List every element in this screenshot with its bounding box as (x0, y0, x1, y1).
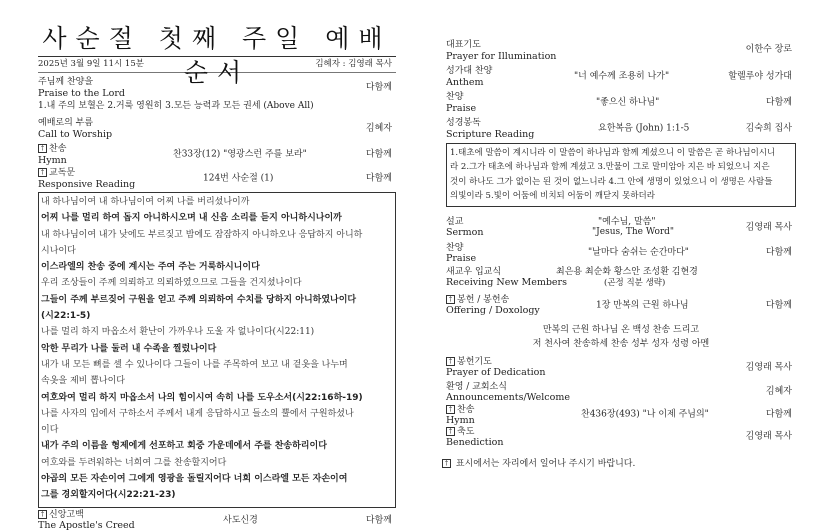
praise3-kr: 찬양 (446, 242, 464, 253)
responsive-kr: 교독문 (49, 168, 76, 178)
hymn-item (38, 144, 396, 166)
announcements-item (446, 382, 796, 402)
responsive-line: 여호와를 두려워하는 너희여 그를 찬송할지어다 (41, 457, 227, 468)
responsive-line: 악한 무리가 나를 둘러 내 수족을 찔렀나이다 (41, 343, 217, 354)
standing-footnote (442, 459, 635, 470)
announce-en: Announcements/Welcome (446, 392, 570, 404)
announce-kr: 환영 / 교회소식 (446, 381, 507, 392)
stand-icon: † (446, 427, 455, 436)
responsive-line: 우리 조상들이 주께 의뢰하고 의뢰하였으므로 그들을 건지셨나이다 (41, 278, 302, 289)
praise-item-2 (446, 92, 796, 114)
praise-leader: 다함께 (365, 82, 392, 93)
illumination-item (446, 40, 796, 60)
stand-icon: † (38, 510, 47, 519)
hymn-leader: 다함께 (365, 149, 392, 160)
illumination-en: Prayer for Illumination (446, 50, 557, 62)
praise3-leader: 다함께 (765, 247, 792, 258)
sermon-en: Sermon (446, 227, 484, 239)
responsive-line: 여호와여 멀리 하지 마옵소서 나의 힘이시여 속히 나를 도우소서(시22:16하-19) (41, 392, 363, 403)
praise-item (38, 77, 396, 99)
scripture-ref: 요한복음 (John) 1:1-5 (598, 123, 690, 134)
responsive-line: 속옷을 제비 뽑나이다 (41, 376, 125, 387)
hymn-kr: 찬송 (49, 144, 67, 154)
scripture-line: 의빛이라 5.빛이 어둠에 비치되 어둠이 깨닫지 못하더라 (450, 191, 655, 202)
dedication-kr: 봉헌기도 (457, 356, 492, 367)
benediction-en: Benediction (446, 437, 504, 449)
hymn2-en: Hymn (446, 415, 475, 427)
responsive-line: 시나이다 (41, 245, 76, 256)
call-kr: 예배로의 부름 (38, 118, 94, 128)
anthem-title: "너 예수께 조용히 나가" (574, 71, 670, 82)
responsive-line: 내가 내 모든 뼈를 셀 수 있나이다 그들이 나를 주목하여 보고 내 겉옷을 나누며 (41, 359, 348, 370)
offering-leader: 다함께 (765, 300, 792, 311)
hymn2-title: 찬436장(493) "나 이제 주님의" (581, 409, 709, 420)
left-column (38, 22, 396, 532)
offering-item (446, 295, 796, 317)
preacher-info: 김혜자 : 김영래 목사 (315, 59, 392, 69)
doxology-lyrics (446, 323, 796, 351)
responsive-leader: 다함께 (365, 173, 392, 184)
hymn2-item (446, 405, 796, 425)
responsive-line: 이스라엘의 찬송 중에 계시는 주여 주는 거룩하시니이다 (41, 262, 260, 273)
responsive-line: 야곱의 모든 자손이여 그에게 영광을 돌릴지어다 너희 이스라엘 모든 자손이여 (41, 474, 348, 485)
responsive-line: 그를 경외할지어다(시22:21-23) (41, 490, 176, 501)
service-date: 2025년 3월 9일 11시 15분 (38, 59, 144, 69)
page-title: 사순절 첫째 주일 예배 순서 (42, 24, 392, 87)
sermon-preacher: 김영래 목사 (745, 222, 792, 233)
call-en: Call to Worship (38, 128, 113, 140)
praise2-leader: 다함께 (765, 97, 792, 108)
praise-songs: 1.내 주의 보혈은 2.거룩 영원히 3.모든 능력과 모든 권세 (Above All) (38, 101, 314, 111)
stand-icon: † (446, 357, 455, 366)
sermon-title-kr: "예수님, 말씀" (598, 216, 656, 227)
responsive-line: 어찌 나를 멀리 하여 돕지 아니하시오며 내 신음 소리를 듣지 아니하시나이까 (41, 213, 342, 224)
stand-icon: † (442, 459, 451, 468)
praise3-en: Praise (446, 253, 477, 265)
creed-title: 사도신경 (223, 515, 258, 526)
responsive-en: Responsive Reading (38, 178, 136, 190)
members-en: Receiving New Members (446, 277, 567, 289)
scripture-line: 1.태초에 말씀이 계시니라 이 말씀이 하나님과 함께 계셨으니 이 말씀은 곧 하나님이시니 (450, 148, 776, 158)
praise-kr: 주님께 찬양을 (38, 77, 94, 87)
responsive-item (38, 168, 396, 190)
members-note: (곤정 직분 생략) (604, 277, 666, 288)
creed-leader: 다함께 (365, 515, 392, 526)
responsive-line: 이다 (41, 425, 59, 436)
stand-icon: † (38, 144, 47, 153)
benediction-leader: 김영래 목사 (745, 431, 792, 442)
anthem-item (446, 66, 796, 88)
creed-item (38, 510, 396, 532)
anthem-en: Anthem (446, 76, 484, 88)
call-leader: 김혜자 (365, 123, 392, 134)
praise-item-3 (446, 243, 796, 263)
responsive-title: 124번 사순절 (1) (203, 173, 274, 184)
scripture-kr: 성경봉독 (446, 118, 481, 128)
responsive-reading-box (38, 192, 396, 508)
responsive-line: (시22:1-5) (41, 311, 91, 322)
sermon-title-en: "Jesus, The Word" (592, 226, 675, 237)
offering-kr: 봉헌 / 봉헌송 (457, 294, 510, 305)
responsive-line: 나를 멀리 하지 마옵소서 환난이 가까우나 도울 자 없나이다(시22:11) (41, 327, 315, 338)
offering-hymn: 1장 만복의 근원 하나님 (596, 300, 689, 311)
hymn2-kr: 찬송 (457, 404, 475, 415)
scripture-text-box (446, 143, 796, 207)
scripture-item (446, 118, 796, 140)
dedication-leader: 김영래 목사 (745, 362, 792, 373)
praise2-en: Praise (446, 102, 477, 114)
dedication-en: Prayer of Dedication (446, 367, 546, 379)
benediction-item (446, 427, 796, 447)
responsive-lines (41, 194, 393, 504)
scripture-line: 것이 하나도 그가 없이는 된 것이 없느니라 4.그 안에 생명이 있었으니 이 생명은 사람들 (450, 176, 773, 187)
praise3-title: "날마다 숨쉬는 순간마다" (588, 247, 689, 258)
illumination-kr: 대표기도 (446, 40, 481, 50)
announce-leader: 김혜자 (765, 386, 792, 397)
doxology-line: 만복의 근원 하나님 온 백성 찬송 드리고 (542, 324, 700, 335)
scripture-en: Scripture Reading (446, 128, 535, 140)
hymn-en: Hymn (38, 154, 67, 166)
scripture-reader: 김숙희 집사 (745, 123, 792, 134)
praise2-kr: 찬양 (446, 92, 464, 102)
service-info (38, 58, 396, 72)
creed-en: The Apostle's Creed (38, 520, 135, 532)
responsive-line: 내가 주의 이름을 형제에게 선포하고 회중 가운데에서 주를 찬송하리이다 (41, 441, 327, 452)
benediction-kr: 축도 (457, 426, 475, 437)
dedication-item (446, 357, 796, 379)
praise-en: Praise to the Lord (38, 87, 125, 99)
footnote-text: 표시에서는 자리에서 일어나 주시기 바랍니다. (455, 459, 636, 469)
call-to-worship-item (38, 118, 396, 140)
scripture-line: 라 2.그가 태초에 하나님과 함께 계셨고 3.만물이 그로 말미암아 지은 바 되었으니 지은 (450, 162, 770, 173)
anthem-kr: 성가대 찬양 (446, 66, 493, 76)
stand-icon: † (446, 405, 455, 414)
hymn2-leader: 다함께 (765, 409, 792, 420)
right-column (446, 40, 796, 447)
responsive-line: 내 하나님이여 내 하나님이여 어찌 나를 버리셨나이까 (41, 197, 250, 207)
stand-icon: † (38, 168, 47, 177)
anthem-leader: 할렐루야 성가대 (728, 71, 792, 82)
responsive-line: 내 하나님이여 내가 낮에도 부르짖고 밤에도 잠잠하지 아니하오나 응답하지 아니하 (41, 229, 363, 240)
stand-icon: † (446, 295, 455, 304)
scripture-lines (450, 146, 792, 204)
new-members-item (446, 267, 796, 289)
creed-kr: 신앙고백 (49, 509, 84, 520)
doxology-line: 저 천사여 찬송하세 찬송 성부 성자 성령 아멘 (532, 338, 710, 349)
illumination-leader: 이한수 장로 (745, 44, 792, 55)
responsive-line: 나를 사자의 입에서 구하소서 주께서 내게 응답하시고 들소의 뿔에서 구원하셨나 (41, 408, 354, 419)
responsive-line: 그들이 주께 부르짖어 구원을 얻고 주께 의뢰하여 수치를 당하지 아니하였나이다 (41, 294, 357, 305)
sermon-item (446, 217, 796, 239)
hymn-title: 찬33장(12) "영광스런 주를 보라" (173, 149, 307, 160)
praise2-title: "좋으신 하나님" (596, 97, 660, 108)
members-kr: 새교우 입교식 (446, 266, 502, 277)
members-names: 최은용 최순화 황스안 조성환 김현경 (556, 266, 698, 277)
sermon-kr: 설교 (446, 216, 464, 227)
offering-en: Offering / Doxology (446, 305, 540, 317)
